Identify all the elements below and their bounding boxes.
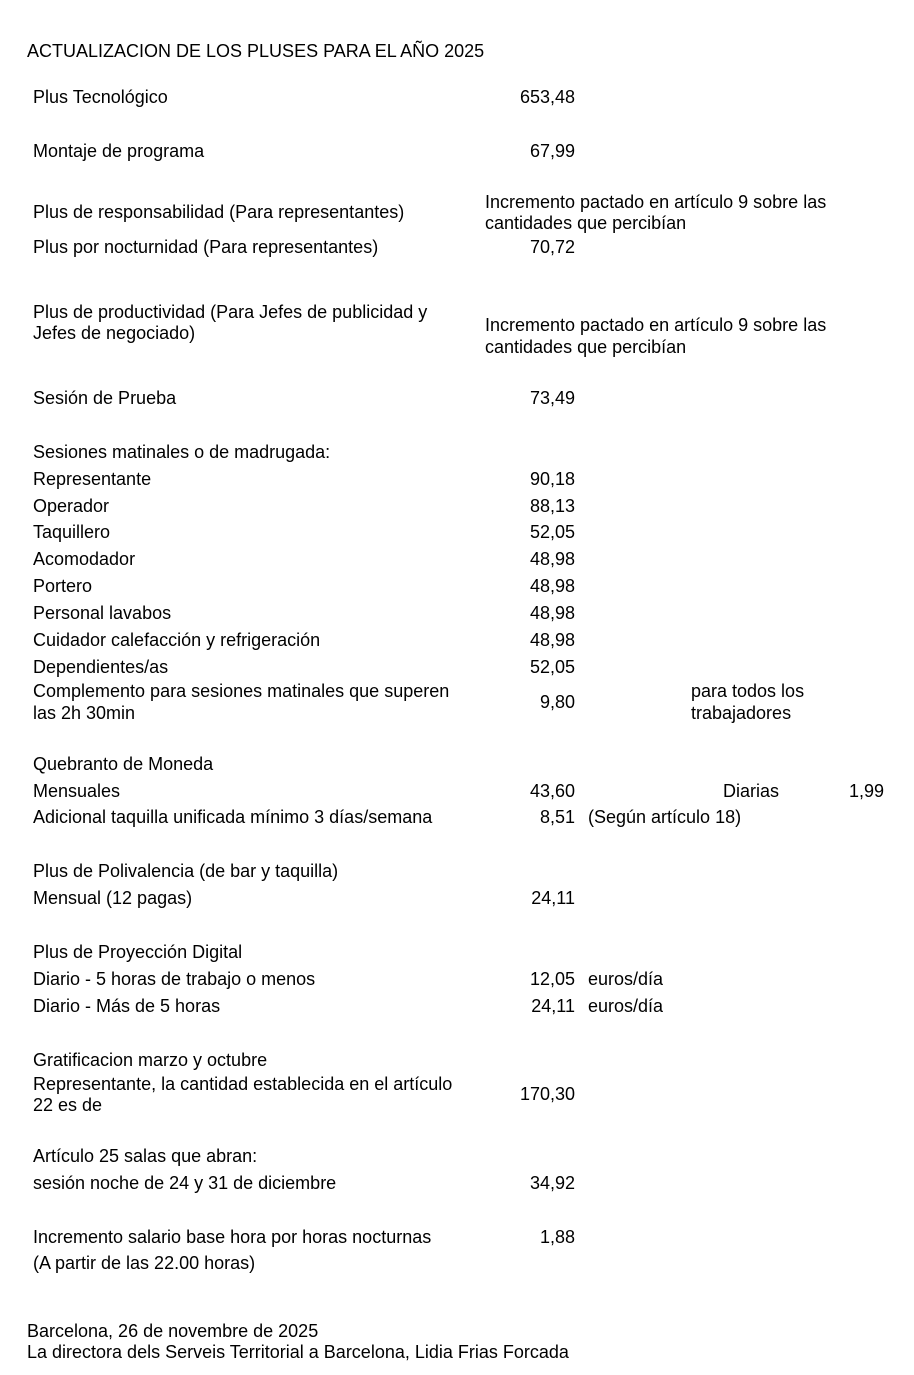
montaje-value: 67,99 <box>529 141 575 161</box>
matinales-row-label: Taquillero <box>33 522 111 542</box>
matinales-row-label: Dependientes/as <box>33 657 169 677</box>
complemento-value: 9,80 <box>539 692 575 712</box>
gratificacion-heading: Gratificacion marzo y octubre <box>33 1050 268 1070</box>
mensuales-value: 43,60 <box>529 781 575 801</box>
matinales-row-label: Personal lavabos <box>33 603 172 623</box>
proyeccion-row-value: 24,11 <box>531 996 575 1016</box>
montaje-label: Montaje de programa <box>33 141 205 161</box>
matinales-row-label: Cuidador calefacción y refrigeración <box>33 630 321 650</box>
plus-tecnologico-label: Plus Tecnológico <box>33 87 168 107</box>
gratificacion-value: 170,30 <box>519 1084 575 1104</box>
polivalencia-heading: Plus de Polivalencia (de bar y taquilla) <box>33 861 339 881</box>
articulo25-label: sesión noche de 24 y 31 de diciembre <box>33 1173 337 1193</box>
matinales-row-value: 48,98 <box>529 549 575 569</box>
polivalencia-label: Mensual (12 pagas) <box>33 888 193 908</box>
sesion-prueba-label: Sesión de Prueba <box>33 388 177 408</box>
quebranto-heading: Quebranto de Moneda <box>33 754 214 774</box>
matinales-row-value: 48,98 <box>529 576 575 596</box>
matinales-row-value: 88,13 <box>529 496 575 516</box>
footer-signature: La directora dels Serveis Territorial a Barcelona, Lidia Frias Forcada <box>27 1342 569 1362</box>
matinales-row-label: Representante <box>33 469 152 489</box>
incremento-label: Incremento salario base hora por horas nocturnas <box>33 1227 432 1247</box>
adicional-value: 8,51 <box>539 807 575 827</box>
complemento-label-2: las 2h 30min <box>33 703 136 723</box>
nocturnidad-label: Plus por nocturnidad (Para representantes) <box>33 237 379 257</box>
incremento-value: 1,88 <box>539 1227 575 1247</box>
proyeccion-row-label: Diario - 5 horas de trabajo o menos <box>33 969 316 989</box>
responsabilidad-label: Plus de responsabilidad (Para representantes) <box>33 202 405 222</box>
complemento-note-2: trabajadores <box>691 703 792 723</box>
plus-tecnologico-value: 653,48 <box>519 87 575 107</box>
complemento-label: Complemento para sesiones matinales que superen <box>33 681 450 701</box>
document-title: ACTUALIZACION DE LOS PLUSES PARA EL AÑO 2025 <box>27 41 485 61</box>
polivalencia-value: 24,11 <box>531 888 575 908</box>
matinales-row-label: Operador <box>33 496 110 516</box>
productividad-note: Incremento pactado en artículo 9 sobre las <box>485 315 827 335</box>
adicional-label: Adicional taquilla unificada mínimo 3 días/semana <box>33 807 433 827</box>
matinales-row-value: 48,98 <box>529 603 575 623</box>
matinales-row-value: 52,05 <box>529 657 575 677</box>
matinales-row-value: 48,98 <box>529 630 575 650</box>
responsabilidad-note-2: cantidades que percibían <box>485 213 687 233</box>
matinales-row-label: Portero <box>33 576 93 596</box>
mensuales-label: Mensuales <box>33 781 121 801</box>
incremento-label-2: (A partir de las 22.00 horas) <box>33 1253 256 1273</box>
responsabilidad-note: Incremento pactado en artículo 9 sobre las <box>485 192 827 212</box>
matinales-row-value: 52,05 <box>529 522 575 542</box>
proyeccion-row-value: 12,05 <box>529 969 575 989</box>
articulo25-value: 34,92 <box>529 1173 575 1193</box>
productividad-label-2: Jefes de negociado) <box>33 323 196 343</box>
footer-place-date: Barcelona, 26 de novembre de 2025 <box>27 1321 319 1341</box>
nocturnidad-value: 70,72 <box>529 237 575 257</box>
proyeccion-row-label: Diario - Más de 5 horas <box>33 996 221 1016</box>
diarias-label: Diarias <box>723 781 780 801</box>
matinales-heading: Sesiones matinales o de madrugada: <box>33 442 331 462</box>
productividad-label: Plus de productividad (Para Jefes de publicidad y <box>33 302 428 322</box>
productividad-note-2: cantidades que percibían <box>485 337 687 357</box>
gratificacion-label-2: 22 es de <box>33 1095 103 1115</box>
gratificacion-label: Representante, la cantidad establecida en el artículo <box>33 1074 453 1094</box>
matinales-row-value: 90,18 <box>529 469 575 489</box>
sesion-prueba-value: 73,49 <box>529 388 575 408</box>
diarias-value: 1,99 <box>848 781 884 801</box>
articulo25-heading: Artículo 25 salas que abran: <box>33 1146 258 1166</box>
complemento-note: para todos los <box>691 681 805 701</box>
proyeccion-row-unit: euros/día <box>588 996 664 1016</box>
proyeccion-heading: Plus de Proyección Digital <box>33 942 243 962</box>
proyeccion-row-unit: euros/día <box>588 969 664 989</box>
matinales-row-label: Acomodador <box>33 549 136 569</box>
adicional-note: (Según artículo 18) <box>588 807 742 827</box>
